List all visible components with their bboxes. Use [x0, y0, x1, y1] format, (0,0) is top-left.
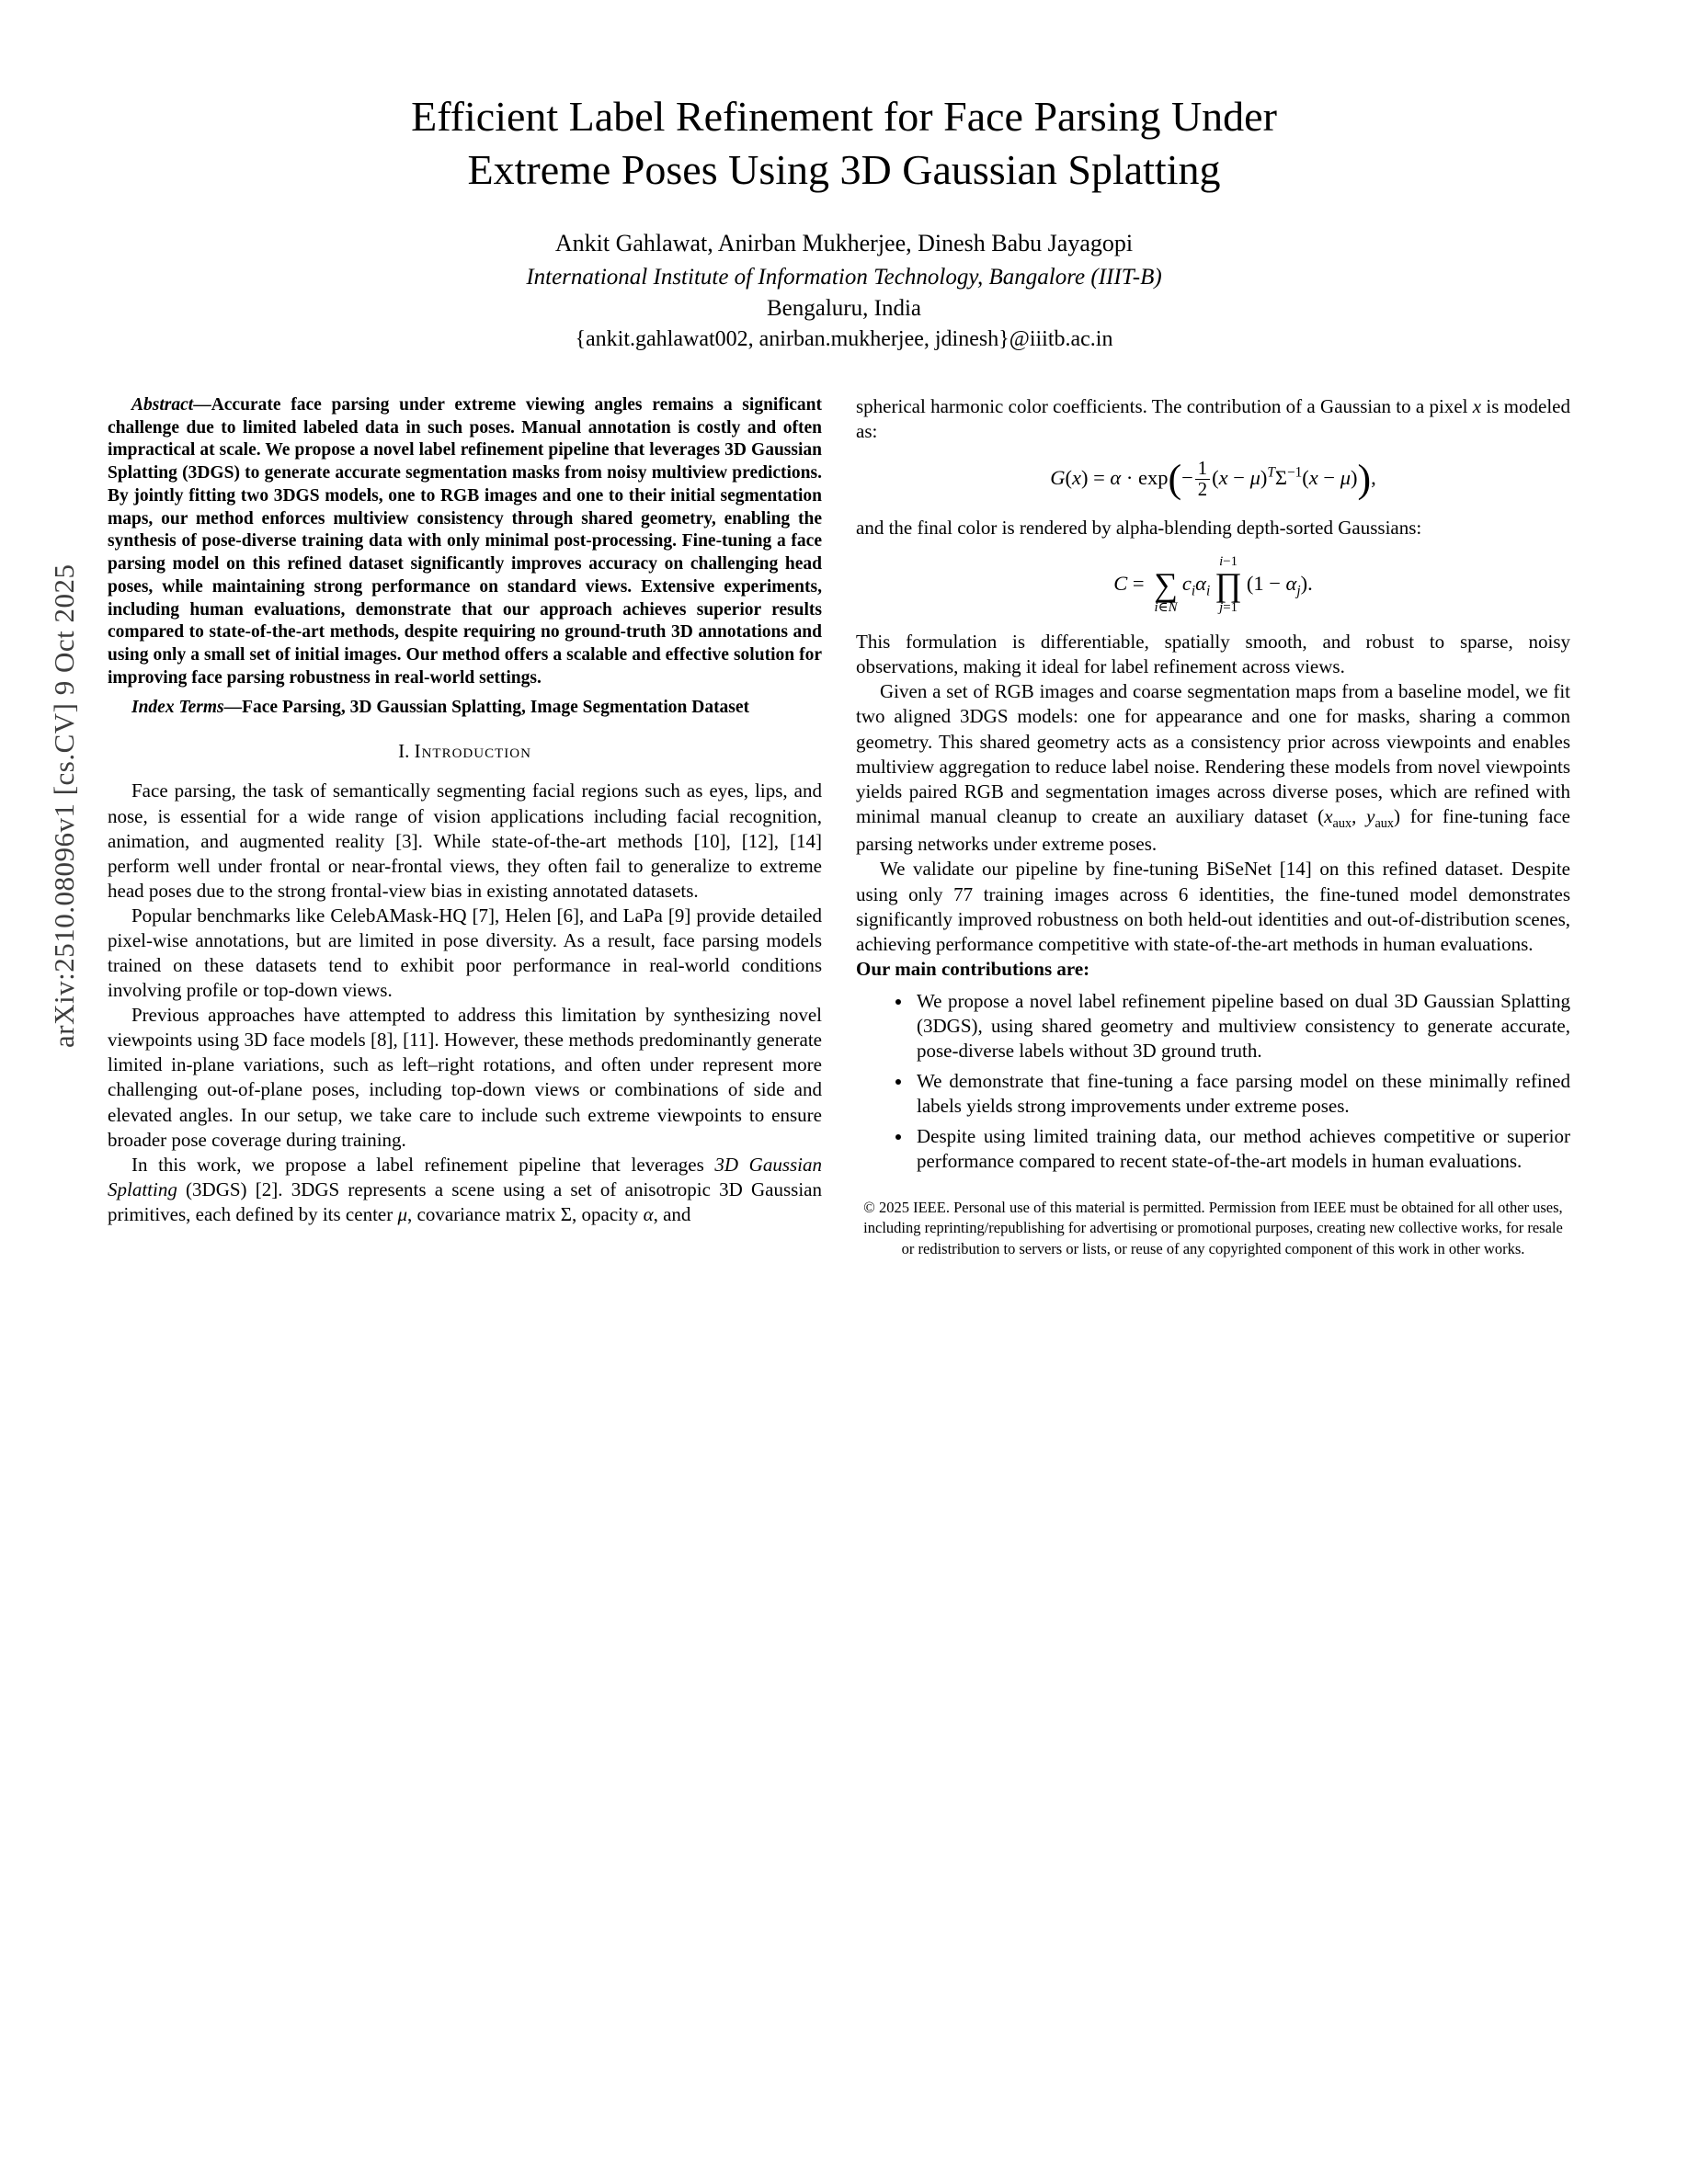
- left-column: [108, 394, 822, 1259]
- body-paragraph-formulation: This formulation is differentiable, spatially smooth, and robust to sparse, noisy observations, making it ideal for label refinement across views.: [856, 631, 1570, 678]
- equation-alpha-blending: C = ∑ i∈N $c_i\alpha_i$ i−1 ∏ j=1 $(1 - \alpha_j)$.: [1113, 553, 1313, 615]
- affiliation-line: International Institute of Information Technology, Bangalore (IIIT-B): [526, 264, 1162, 290]
- abstract-paragraph: Abstract—Accurate face parsing under extreme viewing angles remains a significant challenge due to limited labeled data in such poses. Manual annotation is costly and often impractical at scale. We propose a novel label refinement pipeline that leverages 3D Gaussian Splatting (3DGS) to generate accurate segmentation masks from noisy multiview predictions. By jointly fitting two 3DGS models, one to RGB images and one to their initial segmentation maps, our method enforces multiview consistency through shared geometry, enabling the synthesis of pose-diverse training data with only minimal post-processing. Fine-tuning a face parsing model on this refined dataset significantly improves accuracy on challenging head poses, while maintaining strong performance on standard views. Extensive experiments, including human evaluations, demonstrate that our approach achieves superior results compared to state-of-the-art methods, despite requiring no ground-truth 3D annotations and using only a small set of initial images. Our method offers a scalable and effective solution for improving face parsing robustness in real-world settings.: [108, 394, 822, 688]
- two-column-body: [0, 352, 1688, 1259]
- section-heading-introduction: [108, 739, 822, 764]
- contributions-heading: Our main contributions are:: [856, 957, 1090, 980]
- paper-header: [0, 0, 1688, 352]
- right-column: [856, 394, 1570, 1259]
- emails-line: {ankit.gahlawat002, anirban.mukherjee, jdinesh}@iiitb.ac.in: [575, 326, 1113, 351]
- location-line: Bengaluru, India: [766, 295, 921, 321]
- contribution-item: • Despite using limited training data, our method achieves competitive or superior performance compared to recent state-of-the-art models in human evaluations.: [913, 1124, 1570, 1174]
- paper-title-line2: Extreme Poses Using 3D Gaussian Splatting: [467, 145, 1221, 193]
- intro-paragraph-2: Popular benchmarks like CelebAMask-HQ [7], Helen [6], and LaPa [9] provide detailed pixel-wise annotations, but are limited in pose diversity. As a result, face parsing models trained on these datasets tend to exhibit poor performance in real-world conditions involving profile or top-down views.: [108, 904, 822, 1002]
- contribution-item: • We propose a novel label refinement pipeline based on dual 3D Gaussian Splatting (3DGS), using shared geometry and multiview consistency to generate accurate, pose-diverse labels without 3D ground truth.: [913, 989, 1570, 1064]
- contributions-list: [856, 989, 1570, 1175]
- section-title: Introduction: [414, 740, 531, 763]
- paper-title: [110, 90, 1578, 197]
- section-number: I.: [398, 740, 410, 763]
- equation-gaussian-contribution: G(x) = α · exp(− $\frac{1}{2}$ $(x - \mu)^T\Sigma^{-1}(x - \mu)$),: [1050, 457, 1376, 502]
- continuation-paragraph-1: spherical harmonic color coefficients. The contribution of a Gaussian to a pixel x is modeled as:: [856, 394, 1570, 442]
- body-paragraph-validation: We validate our pipeline by fine-tuning BiSeNet [14] on this refined dataset. Despite using only 77 training images across 6 identities, the fine-tuned model demonstrates significantly improved robustness on both held-out identities and out-of-distribution scenes, achieving performance competitive with state-of-the-art methods in human evaluations.: [856, 858, 1570, 955]
- copyright-notice: © 2025 IEEE. Personal use of this material is permitted. Permission from IEEE must be obtained for all other uses, including reprinting/republishing for advertising or promotional purposes, creating new collective works, for resale or redistribution to servers or lists, or reuse of any copyrighted component of this work in other works.: [863, 1199, 1563, 1257]
- index-terms: Index Terms—Face Parsing, 3D Gaussian Splatting, Image Segmentation Dataset: [131, 697, 750, 717]
- body-paragraph-pipeline: Given a set of RGB images and coarse segmentation maps from a baseline model, we fit two aligned 3DGS models: one for appearance and one for masks, sharing a common geometry. This shared geometry acts as a consistency prior across viewpoints and enables multiview aggregation to reduce label noise. Rendering these models from novel viewpoints yields paired RGB and segmentation images across diverse poses, which are refined with minimal manual cleanup to create an auxiliary dataset ($x_{aux}$, $y_{aux}$) for fine-tuning face parsing networks under extreme poses.: [856, 680, 1570, 856]
- paper-title-line1: Efficient Label Refinement for Face Parsing Under: [411, 93, 1277, 140]
- arxiv-id-label: arXiv:2510.08096v1 [cs.CV] 9 Oct 2025: [48, 563, 80, 1048]
- authors-line: Ankit Gahlawat, Anirban Mukherjee, Dinesh Babu Jayagopi: [554, 229, 1134, 256]
- intro-paragraph-3: Previous approaches have attempted to address this limitation by synthesizing novel viewpoints using 3D face models [8], [11]. However, these methods predominantly generate limited in-plane variations, such as left–right rotations, and often under represent more challenging out-of-plane poses, including top-down views or combinations of side and elevated angles. In our setup, we take care to include such extreme viewpoints to ensure broader pose coverage during training.: [108, 1004, 822, 1151]
- contribution-item: • We demonstrate that fine-tuning a face parsing model on these minimally refined labels yields strong improvements under extreme poses.: [913, 1069, 1570, 1119]
- intro-paragraph-1: Face parsing, the task of semantically segmenting facial regions such as eyes, lips, and nose, is essential for a wide range of vision applications including facial recognition, animation, and augmented reality [3]. While state-of-the-art methods [10], [12], [14] perform well under frontal or near-frontal views, they often fail to generalize to extreme head poses due to the strong frontal-view bias in existing annotated datasets.: [108, 779, 822, 902]
- continuation-paragraph-2: and the final color is rendered by alpha-blending depth-sorted Gaussians:: [856, 516, 1422, 539]
- intro-paragraph-4: In this work, we propose a label refinement pipeline that leverages 3D Gaussian Splatting (3DGS) [2]. 3DGS represents a scene using a set of anisotropic 3D Gaussian primitives, each defined by its center μ, covariance matrix Σ, opacity α, and: [108, 1153, 823, 1225]
